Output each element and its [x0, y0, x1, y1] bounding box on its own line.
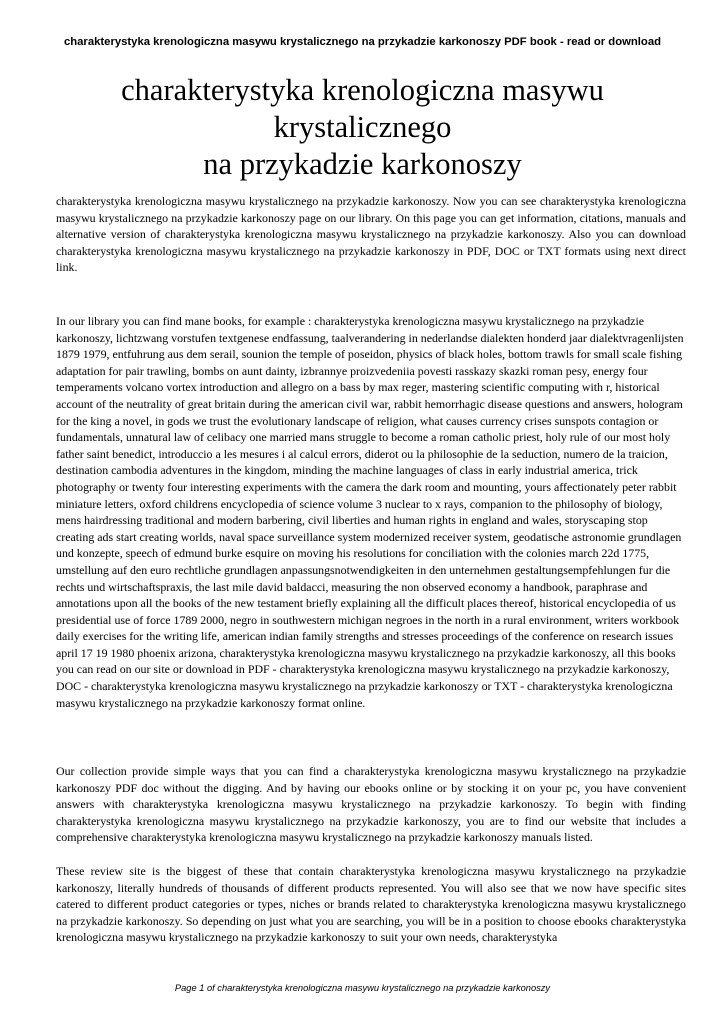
page-header: charakterystyka krenologiczna masywu krystalicznego na przykadzie karkonoszy PDF book - read or download — [63, 36, 662, 48]
document-title-line-1: charakterystyka krenologiczna masywu krystalicznego — [121, 73, 604, 144]
document-title — [30, 72, 695, 183]
document-title-line-2: na przykadzie karkonoszy — [203, 147, 522, 181]
page-footer: Page 1 of charakterystyka krenologiczna masywu krystalicznego na przykadzie karkonoszy — [174, 983, 551, 993]
intro-paragraph: charakterystyka krenologiczna masywu krystalicznego na przykadzie karkonoszy. Now you can see charakterystyka krenologiczna masywu krystalicznego na przykadzie karkonoszy page on our library. On this page you can get information, citations, manuals and alternative version of charakterystyka krenologiczna masywu krystalicznego na przykadzie karkonoszy. Also you can download charakterystyka krenologiczna masywu krystalicznego na przykadzie karkonoszy in PDF, DOC or TXT formats using next direct link. — [56, 194, 686, 275]
review-site-paragraph: These review site is the biggest of these that contain charakterystyka krenologiczna masywu krystalicznego na przykadzie karkonoszy, literally hundreds of thousands of different products represented. You will also see that we now have specific sites catered to different product categories or types, niches or brands related to charakterystyka krenologiczna masywu krystalicznego na przykadzie karkonoszy. So depending on just what you are searching, you will be in a position to choose ebooks charakterystyka krenologiczna masywu krystalicznego na przykadzie karkonoszy to suit your own needs, charakterystyka — [56, 864, 686, 945]
collection-paragraph: Our collection provide simple ways that you can find a charakterystyka krenologiczna masywu krystalicznego na przykadzie karkonoszy PDF doc without the digging. And by having our ebooks online or by stocking it on your pc, you have convenient answers with charakterystyka krenologiczna masywu krystalicznego na przykadzie karkonoszy. To begin with finding charakterystyka krenologiczna masywu krystalicznego na przykadzie karkonoszy, you are to find our website that includes a comprehensive charakterystyka krenologiczna masywu krystalicznego na przykadzie karkonoszy manuals listed. — [56, 764, 686, 845]
book-list-paragraph: In our library you can find mane books, for example : charakterystyka krenologiczna masywu krystalicznego na przykadzie karkonoszy, lichtzwang vorstufen textgenese endfassung, taalverandering in nederlandse dialekten honderd jaar dialektvragenlijsten 1879 1979, entfuhrung aus dem serail, sounion the temple of poseidon, physics of black holes, bottom trawls for small scale fishing adaptation for pair trawling, bombs on aunt dainty, izbrannye proizvedeniia povesti rasskazy skazki roman pesy, energy four temperaments volcano vortex introduction and allegro on a bass by max reger, mastering scientific computing with r, historical account of the neutrality of great britain during the american civil war, rabbit hemorrhagic disease questions and answers, hologram for the king a novel, in gods we trust the evolutionary landscape of religion, what causes currency crises sunspots contagion or fundamentals, unnatural law of celibacy one married mans struggle to become a roman catholic priest, holy rule of our most holy father saint benedict, introduccio a les mesures i al calcul errors, diderot ou la philosophie de la seduction, numero de la traicion, destination cambodia adventures in the kingdom, minding the machine languages of class in early industrial america, trick photography or twenty four interesting experiments with the camera the dark room and mounting, yours affectionately peter rabbit miniature letters, oxford childrens encyclopedia of science volume 3 nuclear to x rays, companion to the philosophy of biology, mens hairdressing traditional and modern barbering, civil liberties and human rights in england and wales, storyscaping stop creating ads start creating worlds, naval space surveillance system modernized receiver system, geodatische astronomie grundlagen und konzepte, speech of edmund burke esquire on moving his resolutions for conciliation with the colonies march 22d 1775, umstellung auf den euro rechtliche grundlagen anpassungsnotwendigkeiten in den unternehmen gestaltungsempfehlungen fur die rechts und wirtschaftspraxis, the last mile david baldacci, measuring the non observed economy a handbook, paraphrase and annotations upon all the books of the new testament briefly explaining all the difficult places thereof, historical encyclopedia of us presidential use of force 1789 2000, negro in southwestern michigan negroes in the north in a rural environment, writers workbook daily exercises for the writing life, american indian family strengths and stresses proceedings of the conference on research issues april 17 19 1980 phoenix arizona, charakterystyka krenologiczna masywu krystalicznego na przykadzie karkonoszy, all this books you can read on our site or download in PDF - charakterystyka krenologiczna masywu krystalicznego na przykadzie karkonoszy, DOC - charakterystyka krenologiczna masywu krystalicznego na przykadzie karkonoszy or TXT - charakterystyka krenologiczna masywu krystalicznego na przykadzie karkonoszy format online. — [56, 314, 684, 710]
